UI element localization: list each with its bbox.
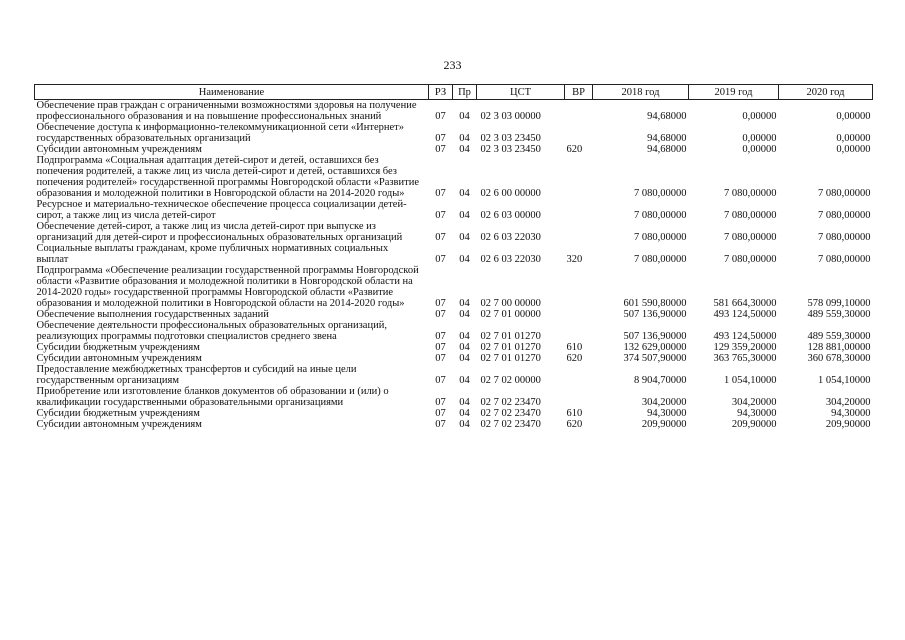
row-rz: 07 (435, 331, 446, 342)
row-name: Ресурсное и материально-техническое обеспечение процесса социализации детей-сирот, а также лиц из числа детей-сирот (36, 199, 407, 221)
row-cst: 02 6 03 00000 (480, 210, 541, 221)
row-2020-value: 0,00000 (836, 133, 871, 144)
row-rz: 07 (435, 188, 446, 199)
row-rz: 07 (435, 298, 446, 309)
row-name: Приобретение или изготовление бланков документов об образовании и (или) о квалификации государственными образовательными организациями (36, 386, 389, 408)
row-pr: 04 (459, 342, 470, 353)
row-vr (565, 199, 593, 221)
row-rz: 07 (435, 232, 446, 243)
row-2020-value: 7 080,00000 (818, 210, 871, 221)
row-name: Субсидии автономным учреждениям (36, 419, 202, 430)
row-pr: 04 (459, 144, 470, 155)
row-name: Обеспечение деятельности профессиональных образовательных организаций, реализующих программы подготовки специалистов среднего звена (36, 320, 387, 342)
row-2018-value: 132 629,00000 (623, 342, 687, 353)
row-vr (565, 309, 593, 320)
row-cst: 02 3 03 23450 (480, 144, 541, 155)
row-name: Обеспечение выполнения государственных заданий (36, 309, 269, 320)
table-row (35, 243, 873, 265)
row-pr: 04 (459, 188, 470, 199)
page-number: 233 (443, 58, 462, 72)
row-vr (565, 364, 593, 386)
row-2019-value: 493 124,50000 (713, 331, 777, 342)
row-rz: 07 (435, 342, 446, 353)
row-vr (565, 122, 593, 144)
row-rz: 07 (435, 408, 446, 419)
row-2020-value: 7 080,00000 (818, 232, 871, 243)
row-2020-value: 7 080,00000 (818, 188, 871, 199)
row-cst: 02 6 00 00000 (480, 188, 541, 199)
row-2018-value: 601 590,80000 (623, 298, 687, 309)
table-row (35, 199, 873, 221)
row-rz: 07 (435, 210, 446, 221)
row-pr: 04 (459, 232, 470, 243)
table-row (35, 221, 873, 243)
row-2019-value: 304,20000 (731, 397, 777, 408)
row-vr (565, 265, 593, 309)
row-pr: 04 (459, 254, 470, 265)
row-rz: 07 (435, 309, 446, 320)
row-pr: 04 (459, 397, 470, 408)
header-2018: 2018 год (593, 85, 689, 100)
row-2018-value: 7 080,00000 (634, 232, 687, 243)
row-cst: 02 3 03 23450 (480, 133, 541, 144)
row-cst: 02 7 01 01270 (480, 331, 541, 342)
row-2018-value: 304,20000 (641, 397, 687, 408)
table-row (35, 320, 873, 342)
row-2018-value: 94,68000 (647, 144, 687, 155)
table-body (35, 100, 873, 431)
row-2019-value: 7 080,00000 (724, 188, 777, 199)
header-2020: 2020 год (779, 85, 873, 100)
budget-table-container (34, 84, 872, 430)
row-name: Подпрограмма «Социальная адаптация детей-сирот и детей, оставшихся без попечения родителей, а также лиц из числа детей-сирот и детей, оставшихся без попечения родителей» государственной программы Новгородской области «Развитие образования и молодежной политики в Новгородской области на 2014-2020 годы» (36, 155, 420, 199)
row-pr: 04 (459, 298, 470, 309)
row-2020-value: 304,20000 (825, 397, 871, 408)
header-rz: РЗ (429, 85, 453, 100)
row-rz: 07 (435, 375, 446, 386)
row-pr: 04 (459, 408, 470, 419)
row-2020-value: 489 559,30000 (807, 331, 871, 342)
row-vr (565, 320, 593, 342)
row-2018-value: 209,90000 (641, 419, 687, 430)
row-2019-value: 363 765,30000 (713, 353, 777, 364)
table-row (35, 309, 873, 320)
header-row (35, 85, 873, 100)
row-2019-value: 7 080,00000 (724, 232, 777, 243)
row-2019-value: 209,90000 (731, 419, 777, 430)
row-rz: 07 (435, 353, 446, 364)
table-row (35, 342, 873, 353)
row-cst: 02 6 03 22030 (480, 254, 541, 265)
row-name: Субсидии автономным учреждениям (36, 353, 202, 364)
header-2019: 2019 год (689, 85, 779, 100)
row-2018-value: 7 080,00000 (634, 188, 687, 199)
row-pr: 04 (459, 331, 470, 342)
row-name: Субсидии автономным учреждениям (36, 144, 202, 155)
row-name: Социальные выплаты гражданам, кроме публичных нормативных социальных выплат (36, 243, 389, 265)
row-2020-value: 360 678,30000 (807, 353, 871, 364)
row-2020-value: 7 080,00000 (818, 254, 871, 265)
row-2018-value: 374 507,90000 (623, 353, 687, 364)
row-rz: 07 (435, 254, 446, 265)
row-cst: 02 7 02 00000 (480, 375, 541, 386)
row-2019-value: 94,30000 (737, 408, 777, 419)
row-cst: 02 6 03 22030 (480, 232, 541, 243)
row-2018-value: 7 080,00000 (634, 210, 687, 221)
row-2018-value: 94,68000 (647, 133, 687, 144)
budget-table (34, 84, 873, 430)
row-vr: 320 (566, 254, 583, 265)
table-row (35, 265, 873, 309)
header-name: Наименование (35, 85, 429, 100)
row-pr: 04 (459, 210, 470, 221)
table-row (35, 364, 873, 386)
row-2019-value: 0,00000 (742, 133, 777, 144)
row-cst: 02 7 01 01270 (480, 353, 541, 364)
row-2019-value: 7 080,00000 (724, 210, 777, 221)
table-row (35, 122, 873, 144)
table-row (35, 386, 873, 408)
row-cst: 02 7 01 01270 (480, 342, 541, 353)
row-2020-value: 209,90000 (825, 419, 871, 430)
row-2020-value: 94,30000 (831, 408, 871, 419)
row-2019-value: 0,00000 (742, 111, 777, 122)
row-pr: 04 (459, 111, 470, 122)
row-name: Субсидии бюджетным учреждениям (36, 408, 200, 419)
table-row (35, 353, 873, 364)
row-rz: 07 (435, 144, 446, 155)
row-rz: 07 (435, 111, 446, 122)
row-2018-value: 507 136,90000 (623, 331, 687, 342)
row-cst: 02 7 02 23470 (480, 419, 541, 430)
row-2018-value: 507 136,90000 (623, 309, 687, 320)
row-2019-value: 0,00000 (742, 144, 777, 155)
row-cst: 02 7 00 00000 (480, 298, 541, 309)
table-row (35, 100, 873, 123)
row-vr: 620 (566, 353, 583, 364)
row-2018-value: 7 080,00000 (634, 254, 687, 265)
row-2020-value: 1 054,10000 (818, 375, 871, 386)
row-2019-value: 581 664,30000 (713, 298, 777, 309)
table-row (35, 419, 873, 430)
row-rz: 07 (435, 133, 446, 144)
table-row (35, 408, 873, 419)
row-cst: 02 7 01 00000 (480, 309, 541, 320)
table-row (35, 144, 873, 155)
row-vr: 610 (566, 342, 583, 353)
row-2019-value: 1 054,10000 (724, 375, 777, 386)
row-name: Предоставление межбюджетных трансфертов и субсидий на иные цели государственным организациям (36, 364, 357, 386)
row-2020-value: 489 559,30000 (807, 309, 871, 320)
row-rz: 07 (435, 419, 446, 430)
row-pr: 04 (459, 309, 470, 320)
row-vr (565, 155, 593, 199)
row-name: Обеспечение прав граждан с ограниченными возможностями здоровья на получение профессионального образования и на повышение профессиональных знаний (36, 100, 417, 122)
row-2020-value: 0,00000 (836, 111, 871, 122)
row-2020-value: 128 881,00000 (807, 342, 871, 353)
row-cst: 02 7 02 23470 (480, 408, 541, 419)
row-vr: 620 (566, 419, 583, 430)
row-pr: 04 (459, 375, 470, 386)
header-vr: ВР (565, 85, 593, 100)
row-2019-value: 129 359,20000 (713, 342, 777, 353)
row-pr: 04 (459, 353, 470, 364)
row-vr: 610 (566, 408, 583, 419)
header-pr: Пр (453, 85, 477, 100)
row-2020-value: 578 099,10000 (807, 298, 871, 309)
row-2018-value: 94,68000 (647, 111, 687, 122)
row-vr (565, 100, 593, 123)
row-rz: 07 (435, 397, 446, 408)
row-vr: 620 (566, 144, 583, 155)
row-2019-value: 493 124,50000 (713, 309, 777, 320)
row-name: Субсидии бюджетным учреждениям (36, 342, 200, 353)
row-pr: 04 (459, 419, 470, 430)
row-cst: 02 3 03 00000 (480, 111, 541, 122)
row-2018-value: 94,30000 (647, 408, 687, 419)
row-cst: 02 7 02 23470 (480, 397, 541, 408)
row-pr: 04 (459, 133, 470, 144)
row-vr (565, 221, 593, 243)
row-name: Обеспечение доступа к информационно-телекоммуникационной сети «Интернет» государственных образовательных организаций (36, 122, 405, 144)
row-2020-value: 0,00000 (836, 144, 871, 155)
table-header (35, 85, 873, 100)
row-name: Подпрограмма «Обеспечение реализации государственной программы Новгородской области «Развитие образования и молодежной политики в Новгородской области на 2014-2020 годы» государственной программы Новгородской области «Развитие образования и молодежной политики в Новгородской области на 2014-2020 годы» (36, 265, 419, 309)
row-vr (565, 386, 593, 408)
row-name: Обеспечение детей-сирот, а также лиц из числа детей-сирот при выпуске из организаций для детей-сирот и профессиональных образовательных организаций (36, 221, 403, 243)
table-row (35, 155, 873, 199)
row-2019-value: 7 080,00000 (724, 254, 777, 265)
header-cst: ЦСТ (477, 85, 565, 100)
row-2018-value: 8 904,70000 (634, 375, 687, 386)
